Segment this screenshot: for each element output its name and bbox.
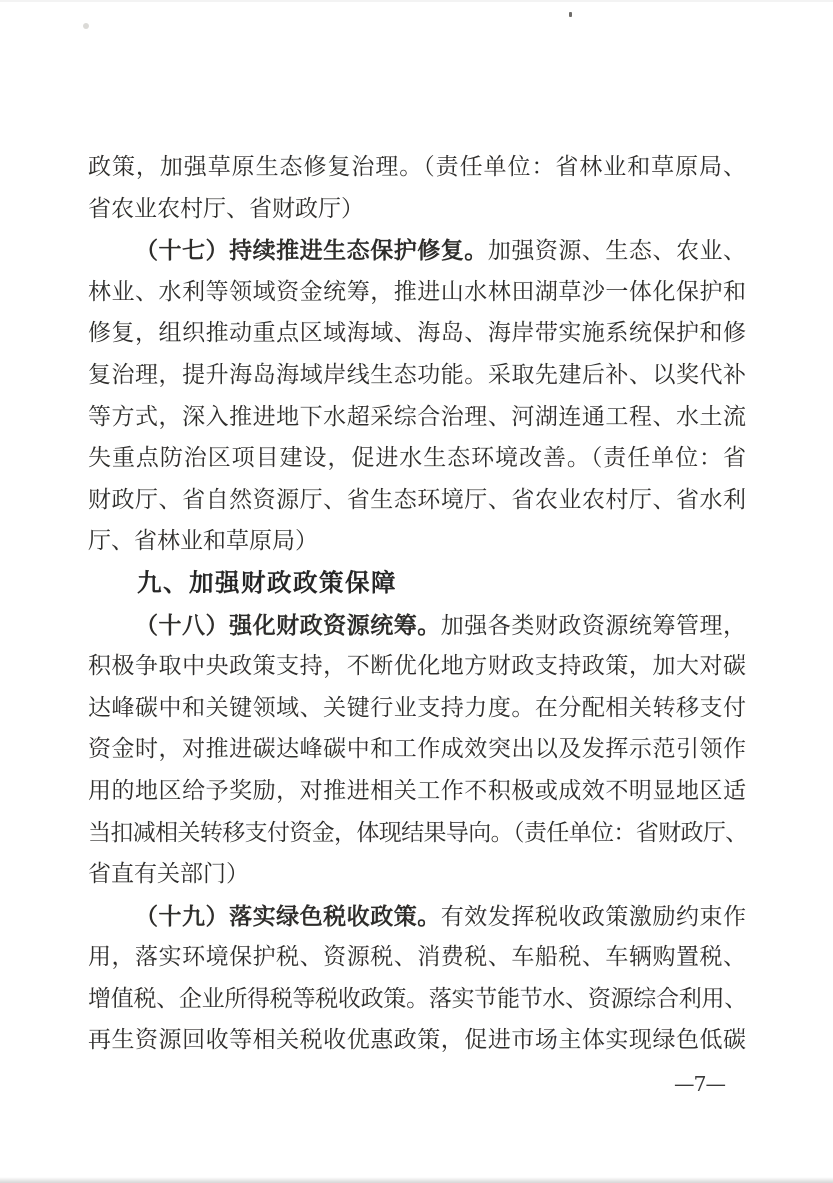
- text-line: 积极争取中央政策支持，不断优化地方财政支持政策，加大对碳: [88, 653, 746, 680]
- document-body: [88, 147, 746, 1062]
- text-line: 达峰碳中和关键领域、关键行业支持力度。在分配相关转移支付: [88, 694, 746, 721]
- paragraph-lead-line: [88, 896, 746, 938]
- text-line: 失重点防治区项目建设，促进水生态环境改善。（责任单位：省: [88, 445, 746, 472]
- text-line: 厅、省林业和草原局）: [88, 528, 318, 555]
- text-line: 用，落实环境保护税、资源税、消费税、车船税、车辆购置税、: [88, 944, 746, 971]
- text-line: 资金时，对推进碳达峰碳中和工作成效突出以及发挥示范引领作: [88, 736, 746, 763]
- text-line: 林业、水利等领域资金统筹，推进山水林田湖草沙一体化保护和: [88, 278, 746, 305]
- paragraph-lead-line: [88, 605, 746, 647]
- text-line: 复治理，提升海岛海域岸线生态功能。采取先建后补、以奖代补: [88, 361, 746, 388]
- text-line: 修复，组织推动重点区域海域、海岛、海岸带实施系统保护和修: [88, 320, 746, 347]
- text-line: 财政厅、省自然资源厅、省生态环境厅、省农业农村厅、省水利: [88, 486, 746, 513]
- paragraph-lead-line: [88, 230, 746, 272]
- text-run: 有效发挥税收政策激励约束作: [440, 903, 747, 930]
- text-line: 增值税、企业所得税等税收政策。落实节能节水、资源综合利用、: [88, 985, 746, 1012]
- scan-edge-top: [0, 0, 833, 2]
- scan-speck: [569, 12, 572, 17]
- section-9-heading: 九、加强财政政策保障: [137, 569, 397, 597]
- text-line: 等方式，深入推进地下水超采综合治理、河湖连通工程、水土流: [88, 403, 746, 430]
- text-line: 省直有关部门）: [88, 861, 249, 888]
- text-run: 加强资源、生态、农业、: [487, 238, 747, 265]
- scan-speck: [83, 23, 89, 29]
- text-line: 当扣减相关转移支付资金，体现结果导向。（责任单位：省财政厅、: [88, 819, 746, 846]
- text-line: 用的地区给予奖励，对推进相关工作不积极或成效不明显地区适: [88, 777, 746, 804]
- text-run: 加强各类财政资源统筹管理，: [440, 612, 747, 639]
- text-line: 政策，加强草原生态修复治理。（责任单位：省林业和草原局、: [88, 154, 746, 180]
- text-line: 省农业农村厅、省财政厅）: [88, 195, 364, 222]
- text-line: 再生资源回收等相关税收优惠政策，促进市场主体实现绿色低碳: [88, 1027, 746, 1054]
- scan-edge-shadow: [0, 1177, 833, 1183]
- section-19-title: （十九）落实绿色税收政策。: [135, 902, 441, 930]
- section-18-title: （十八）强化财政资源统筹。: [135, 611, 441, 639]
- section-17-title: （十七）持续推进生态保护修复。: [135, 237, 488, 265]
- page-number: —7—: [674, 1072, 726, 1096]
